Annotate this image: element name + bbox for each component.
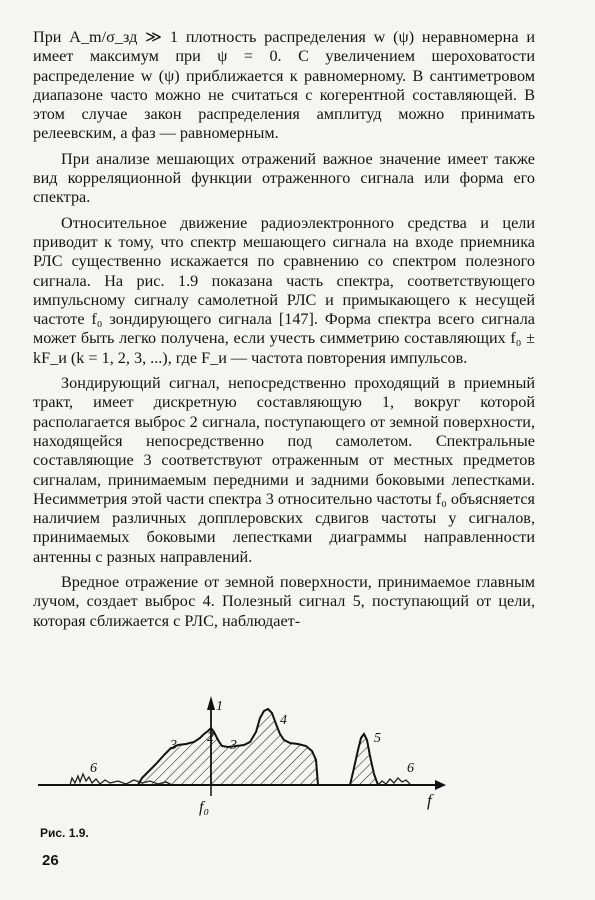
body-text xyxy=(33,28,535,631)
label-f: f xyxy=(427,791,432,810)
paragraph-4: Зондирующий сигнал, непосредственно проходящий в приемный тракт, имеет дискретную составляющую 1, вокруг которой располагается выброс 2 сигнала, поступающего от земной поверхности, находящейся непосредственно под самолетом. Спектральные составляющие 3 соответствуют отраженным от местных предметов сигналам, принимаемым передними и задними боковыми лепестками. Несимметрия этой части спектра 3 относительно частоты f₀ объясняется наличием различных допплеровских сдвигов частоты у сигналов, принимаемых боковыми лепестками диаграммы направленности антенны с разных направлений. xyxy=(33,374,535,566)
label-1: 1 xyxy=(216,699,223,714)
axis-arrow xyxy=(435,780,446,790)
spectrum-main xyxy=(138,709,318,785)
noise-right xyxy=(378,778,410,785)
page-number: 26 xyxy=(42,852,59,869)
paragraph-3: Относительное движение радиоэлектронного средства и цели приводит к тому, что спектр мешающего сигнала на входе приемника РЛС существенно искажается по сравнению со спектром полезного сигнала. На рис. 1.9 показана часть спектра, соответствующего импульсному сигналу самолетной РЛС и примыкающего к несущей частоте f₀ зондирующего сигнала [147]. Форма спектра всего сигнала может быть легко получена, если учесть симметрию составляющих f₀ ± kF_и (k = 1, 2, 3, ...), где F_и — частота повторения импульсов. xyxy=(33,213,535,367)
label-3-right: 3 xyxy=(230,738,237,753)
label-5: 5 xyxy=(374,731,381,746)
label-6-left: 6 xyxy=(90,761,97,776)
label-6-right: 6 xyxy=(407,761,414,776)
paragraph-5: Вредное отражение от земной поверхности, принимаемое главным лучом, создает выброс 4. Полезный сигнал 5, поступающий от цели, которая сближается с РЛС, наблюдает- xyxy=(33,573,535,630)
paragraph-1: При A_m/σ_зд ≫ 1 плотность распределения w (ψ) неравномерна и имеет максимум при ψ = 0. С увеличением шероховатости распределение w (ψ) приближается к равномерному. В сантиметровом диапазоне часто можно не считаться с когерентной составляющей. В этом случае закон распределения амплитуд можно принимать релеевским, а фаз — равномерным. xyxy=(33,28,535,143)
label-2: 2 xyxy=(207,730,214,745)
label-4: 4 xyxy=(280,713,287,728)
label-3-left: 3 xyxy=(170,738,177,753)
figure-caption: Рис. 1.9. xyxy=(40,826,89,840)
discrete-arrow-1 xyxy=(207,696,215,710)
label-f0: f₀ xyxy=(199,799,210,816)
paragraph-2: При анализе мешающих отражений важное значение имеет также вид корреляционной функции отраженного сигнала или форма его спектра. xyxy=(33,149,535,207)
spectrum-figure xyxy=(30,688,450,816)
